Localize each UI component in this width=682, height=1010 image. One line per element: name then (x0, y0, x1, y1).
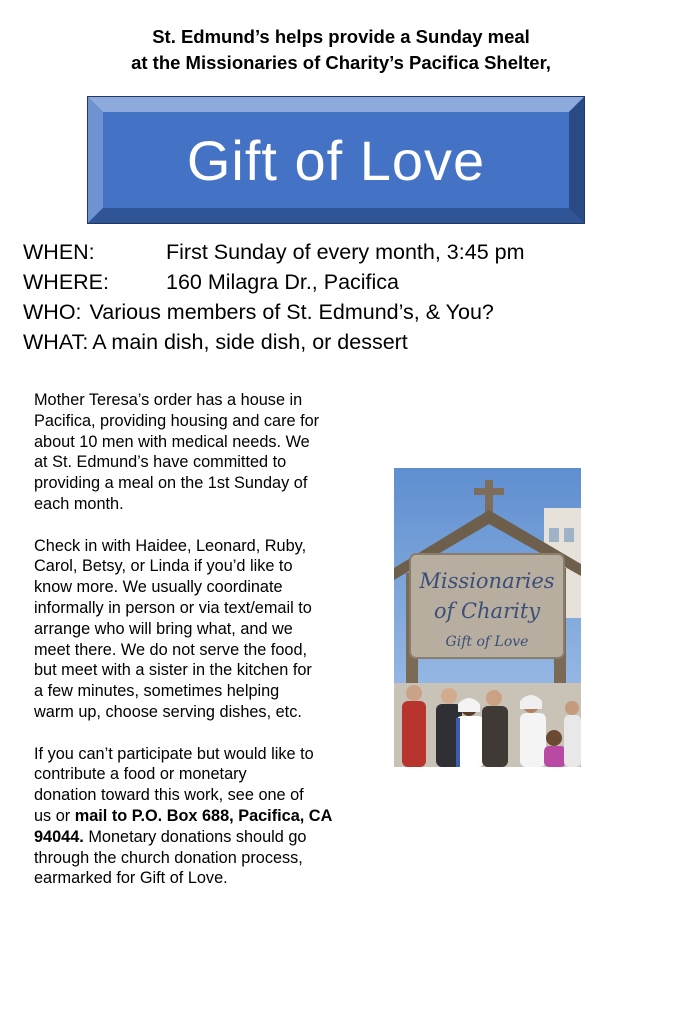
text-line: each month. (34, 494, 124, 513)
text-line: a few minutes, sometimes helping (34, 682, 280, 701)
detail-value: First Sunday of every month, 3:45 pm (166, 240, 525, 264)
text-line: Carol, Betsy, or Linda if you’d like to (34, 557, 293, 576)
detail-value: Various members of St. Edmund’s, & You? (89, 300, 494, 324)
event-details (23, 237, 525, 357)
text-line: providing a meal on the 1st Sunday of (34, 474, 308, 493)
detail-what (23, 327, 525, 357)
detail-value: 160 Milagra Dr., Pacifica (166, 270, 400, 294)
paragraph-contact (34, 536, 379, 723)
text-line: arrange who will bring what, and we (34, 619, 293, 638)
text-line: meet there. We do not serve the food, (34, 640, 308, 659)
detail-value: A main dish, side dish, or dessert (92, 330, 408, 354)
detail-label: WHAT: (23, 330, 89, 354)
text-line: contribute a food or monetary (34, 765, 247, 784)
body-text (34, 390, 379, 910)
text-line: Pacifica, providing housing and care for (34, 411, 320, 430)
detail-where (23, 267, 525, 297)
sign-line-2: of Charity (433, 599, 541, 623)
photo-illustration (394, 468, 581, 767)
detail-label: WHO: (23, 300, 82, 324)
text-line: Monetary donations should go (83, 827, 307, 846)
text-line: but meet with a sister in the kitchen for (34, 661, 312, 680)
text-line: warm up, choose serving dishes, etc. (34, 702, 302, 721)
text-line: about 10 men with medical needs. We (34, 432, 310, 451)
banner-title: Gift of Love (186, 128, 486, 192)
text-line: through the church donation process, (34, 848, 303, 867)
text-line: us or (34, 806, 75, 825)
sign-line-1: Missionaries (419, 569, 555, 593)
headline-line-2: at the Missionaries of Charity’s Pacifica Shelter, (131, 52, 551, 73)
sign-line-3: Gift of Love (445, 634, 529, 650)
text-line: earmarked for Gift of Love. (34, 869, 228, 888)
text-line: at St. Edmund’s have committed to (34, 453, 287, 472)
text-line: donation toward this work, see one of (34, 786, 304, 805)
text-line: If you can’t participate but would like to (34, 744, 314, 763)
detail-label: WHERE: (23, 270, 109, 294)
gift-of-love-banner (87, 96, 585, 224)
mailing-address: mail to P.O. Box 688, Pacifica, CA (74, 806, 333, 825)
headline (0, 24, 682, 76)
text-line: Check in with Haidee, Leonard, Ruby, (34, 536, 307, 555)
text-line: informally in person or via text/email to (34, 598, 312, 617)
headline-line-1: St. Edmund’s helps provide a Sunday meal (152, 26, 530, 47)
detail-when (23, 237, 525, 267)
paragraph-donation (34, 744, 379, 890)
detail-who (23, 297, 525, 327)
text-line: know more. We usually coordinate (34, 578, 283, 597)
text-line: Mother Teresa’s order has a house in (34, 391, 303, 409)
paragraph-about (34, 390, 379, 515)
missionaries-sign-photo (394, 468, 581, 767)
mailing-zip: 94044. (34, 827, 84, 846)
detail-label: WHEN: (23, 240, 95, 264)
